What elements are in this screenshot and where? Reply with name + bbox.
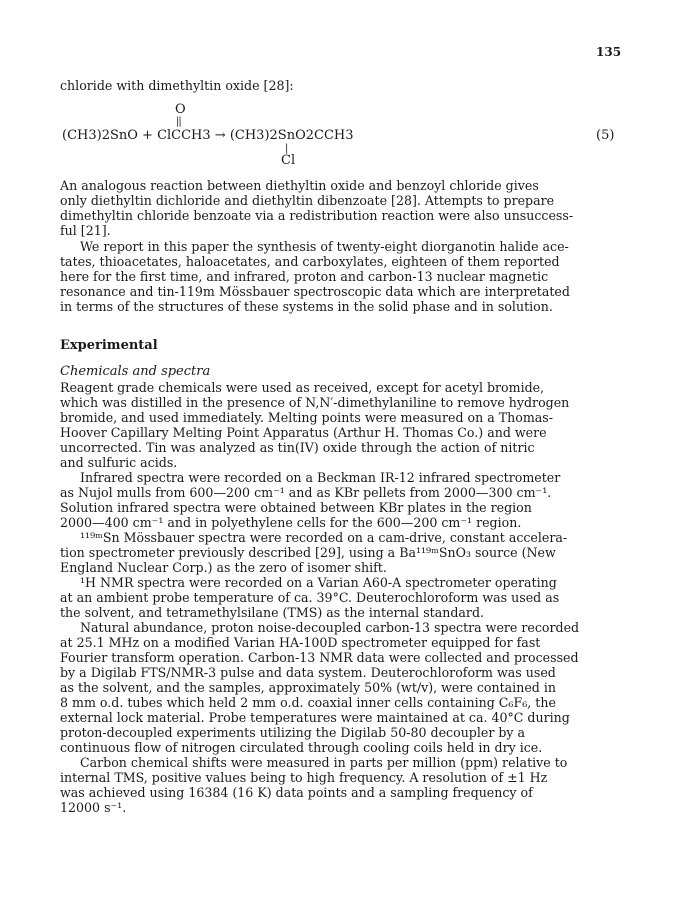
subsection-heading: Chemicals and spectra xyxy=(60,364,211,379)
body-line: Natural abundance, proton noise-decoupled carbon-13 spectra were recorded xyxy=(80,620,580,635)
body-line: Carbon chemical shifts were measured in parts per million (ppm) relative to xyxy=(80,755,568,770)
paragraph-line: An analogous reaction between diethyltin oxide and benzoyl chloride gives xyxy=(60,178,539,193)
body-line: and sulfuric acids. xyxy=(60,455,178,470)
paragraph-line: resonance and tin-119m Mössbauer spectroscopic data which are interpretated xyxy=(60,284,570,299)
body-line: 12000 s⁻¹. xyxy=(60,800,127,815)
paragraph-line: ful [21]. xyxy=(60,223,111,238)
body-line: Infrared spectra were recorded on a Beckman IR-12 infrared spectrometer xyxy=(80,470,561,485)
section-heading: Experimental xyxy=(60,338,158,353)
intro-text: chloride with dimethyltin oxide [28]: xyxy=(60,78,294,93)
body-line: bromide, and used immediately. Melting points were measured on a Thomas- xyxy=(60,410,554,425)
page-number: 135 xyxy=(596,45,622,59)
paragraph-1 xyxy=(60,178,616,238)
body-line: 8 mm o.d. tubes which held 2 mm o.d. coaxial inner cells containing C₆F₆, the xyxy=(60,695,556,710)
body-line: proton-decoupled experiments utilizing the Digilab 50-80 decoupler by a xyxy=(60,725,526,740)
body-line: Solution infrared spectra were obtained between KBr plates in the region xyxy=(60,500,532,515)
intro-line xyxy=(60,78,616,93)
body-line: ¹H NMR spectra were recorded on a Varian A60-A spectrometer operating xyxy=(80,575,557,590)
body-line: at 25.1 MHz on a modified Varian HA-100D spectrometer equipped for fast xyxy=(60,635,541,650)
body-line: Hoover Capillary Melting Point Apparatus (Arthur H. Thomas Co.) and were xyxy=(60,425,547,440)
body-line: as Nujol mulls from 600—200 cm⁻¹ and as KBr pellets from 2000—300 cm⁻¹. xyxy=(60,485,552,500)
paragraph-line: only diethyltin dichloride and diethyltin dibenzoate [28]. Attempts to prepare xyxy=(60,193,555,208)
body-line: continuous flow of nitrogen circulated through cooling coils held in dry ice. xyxy=(60,740,543,755)
body-line: uncorrected. Tin was analyzed as tin(IV) oxide through the action of nitric xyxy=(60,440,535,455)
equation-double-bond: || xyxy=(176,116,181,127)
body-line: England Nuclear Corp.) as the zero of isomer shift. xyxy=(60,560,387,575)
body-line: at an ambient probe temperature of ca. 39°C. Deuterochloroform was used as xyxy=(60,590,560,605)
paragraph-line: here for the first time, and infrared, proton and carbon-13 nuclear magnetic xyxy=(60,269,549,284)
body-line: ¹¹⁹ᵐSn Mössbauer spectra were recorded on a cam-drive, constant accelera- xyxy=(80,530,568,545)
body-line: by a Digilab FTS/NMR-3 pulse and data system. Deuterochloroform was used xyxy=(60,665,556,680)
body-line: Fourier transform operation. Carbon-13 NMR data were collected and processed xyxy=(60,650,579,665)
paragraph-2 xyxy=(60,239,616,314)
equation-oxygen: O xyxy=(175,102,186,117)
paragraph-line: dimethyltin chloride benzoate via a redistribution reaction were also unsuccess- xyxy=(60,208,574,223)
paragraph-line: in terms of the structures of these systems in the solid phase and in solution. xyxy=(60,299,553,314)
body-line: Reagent grade chemicals were used as received, except for acetyl bromide, xyxy=(60,380,545,395)
body-line: internal TMS, positive values being to high frequency. A resolution of ±1 Hz xyxy=(60,770,548,785)
body-line: external lock material. Probe temperatures were maintained at ca. 40°C during xyxy=(60,710,570,725)
experimental-body xyxy=(60,380,616,815)
paragraph-line: tates, thioacetates, haloacetates, and carboxylates, eighteen of them reported xyxy=(60,254,560,269)
body-line: tion spectrometer previously described [29], using a Ba¹¹⁹ᵐSnO₃ source (New xyxy=(60,545,556,560)
body-line: 2000—400 cm⁻¹ and in polyethylene cells for the 600—200 cm⁻¹ region. xyxy=(60,515,522,530)
paragraph-line: We report in this paper the synthesis of twenty-eight diorganotin halide ace- xyxy=(80,239,569,254)
body-line: was achieved using 16384 (16 K) data points and a sampling frequency of xyxy=(60,785,533,800)
body-line: which was distilled in the presence of N,N′-dimethylaniline to remove hydrogen xyxy=(60,395,570,410)
equation-single-bond: | xyxy=(285,143,289,154)
body-line: the solvent, and tetramethylsilane (TMS) as the internal standard. xyxy=(60,605,485,620)
equation-chlorine: Cl xyxy=(281,153,296,168)
equation-body: (CH3)2SnO + ClCCH3 → (CH3)2SnO2CCH3 xyxy=(62,128,354,143)
equation-number: (5) xyxy=(596,128,615,143)
body-line: as the solvent, and the samples, approximately 50% (wt/v), were contained in xyxy=(60,680,556,695)
